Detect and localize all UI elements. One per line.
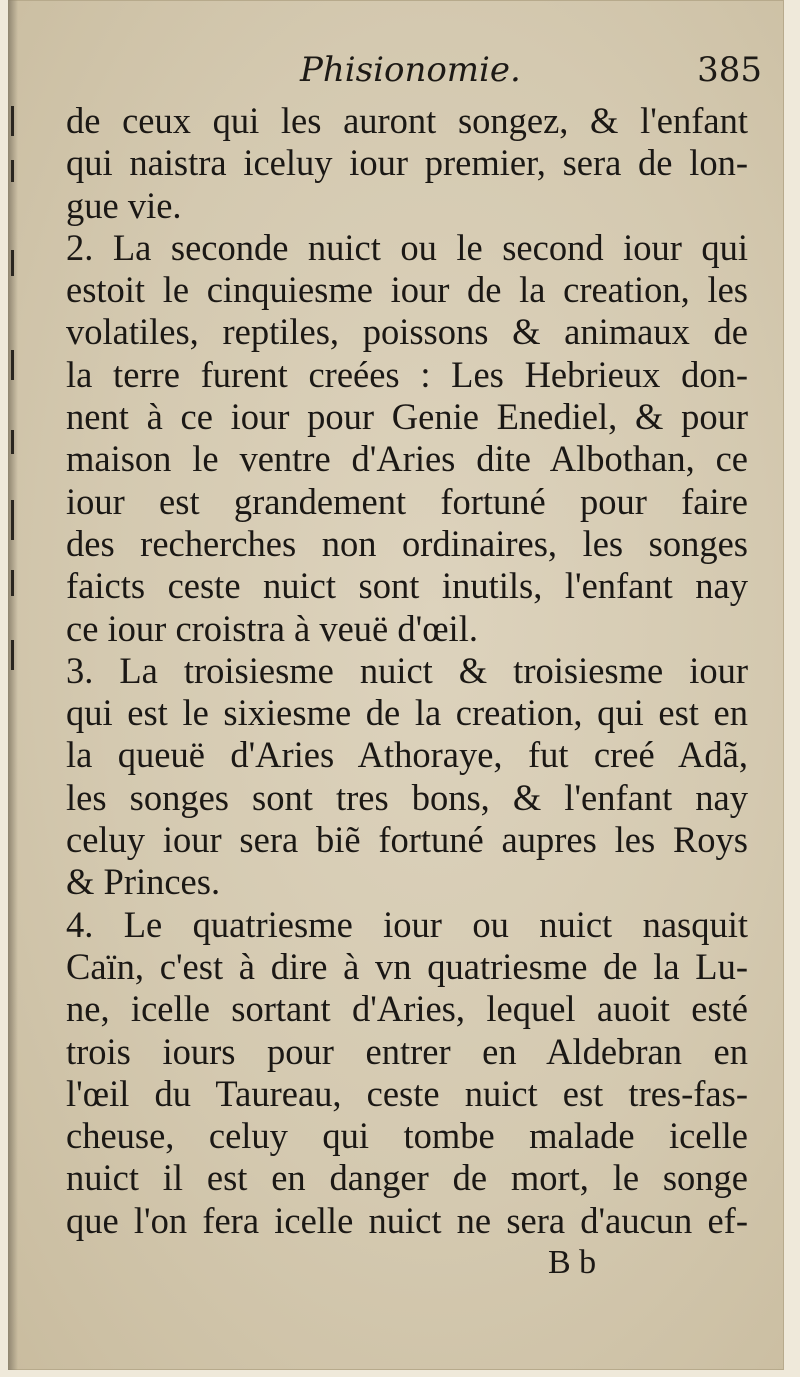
page-number: 385 (697, 50, 762, 90)
text-line: cheuse, celuy qui tombe malade icelle (66, 1115, 748, 1157)
margin-mark (11, 350, 14, 380)
margin-mark (11, 250, 14, 276)
margin-mark (11, 570, 14, 596)
text-line: de ceux qui les auront songez, & l'enfant (66, 100, 748, 141)
margin-bleed-marks (8, 100, 22, 720)
text-line: ne, icelle sortant d'Aries, lequel auoit esté (66, 988, 748, 1030)
text-line: ce iour croistra à veuë d'œil. (66, 607, 478, 649)
text-line: qui naistra iceluy iour premier, sera de lon- (66, 142, 748, 184)
text-line: l'œil du Taureau, ceste nuict est tres-fas- (66, 1072, 748, 1114)
text-line: iour est grandement fortuné pour faire (66, 480, 748, 522)
text-line: des recherches non ordinaires, les songes (66, 522, 748, 564)
margin-mark (11, 640, 14, 670)
text-line: 3. La troisiesme nuict & troisiesme iour (66, 649, 748, 691)
running-title: Phisionomie. (300, 50, 521, 90)
margin-mark (11, 500, 14, 540)
text-line: celuy iour sera biẽ fortuné aupres les Roys (66, 819, 748, 861)
text-line: les songes sont tres bons, & l'enfant nay (66, 776, 748, 818)
book-page (8, 0, 784, 1370)
margin-mark (11, 430, 14, 454)
text-line: Caïn, c'est à dire à vn quatriesme de la Lu- (66, 945, 748, 987)
text-line: 2. La seconde nuict ou le second iour qui (66, 226, 748, 268)
text-line: maison le ventre d'Aries dite Albothan, ce (66, 438, 748, 480)
text-line: 4. Le quatriesme iour ou nuict nasquit (66, 903, 748, 945)
text-line: qui est le sixiesme de la creation, qui est en (66, 692, 748, 734)
signature-mark: B b (548, 1244, 597, 1281)
text-line: faicts ceste nuict sont inutils, l'enfant nay (66, 565, 748, 607)
text-line: nent à ce iour pour Genie Enediel, & pour (66, 396, 748, 438)
text-line: que l'on fera icelle nuict ne sera d'aucun ef- (66, 1199, 748, 1241)
text-line: la terre furent creées : Les Hebrieux don- (66, 353, 748, 395)
text-line: trois iours pour entrer en Aldebran en (66, 1030, 748, 1072)
text-line: gue vie. (66, 184, 182, 226)
text-line: volatiles, reptiles, poissons & animaux de (66, 311, 748, 353)
text-line: & Princes. (66, 861, 221, 903)
body-text (66, 100, 748, 1242)
text-line: la queuë d'Aries Athoraye, fut creé Adã, (66, 734, 748, 776)
text-line: estoit le cinquiesme iour de la creation, les (66, 269, 748, 311)
margin-mark (11, 160, 14, 182)
margin-mark (11, 106, 14, 136)
text-line: nuict il est en danger de mort, le songe (66, 1157, 748, 1199)
page-header (60, 50, 762, 98)
